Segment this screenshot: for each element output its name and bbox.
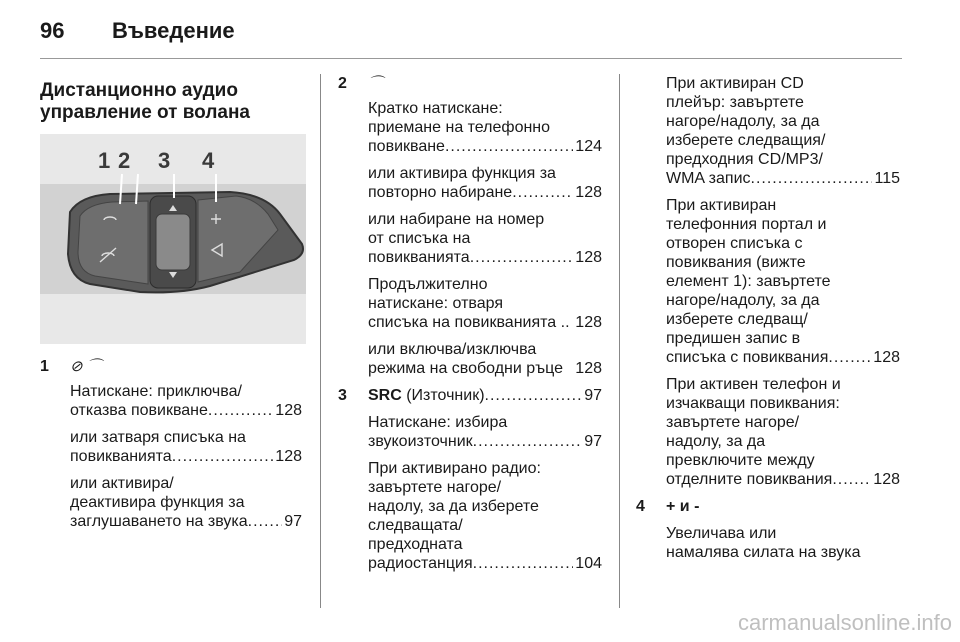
callout-2: 2	[118, 148, 131, 173]
callout-1: 1	[98, 148, 111, 173]
text-line: или набиране на номер	[368, 211, 545, 228]
column-2	[338, 74, 602, 581]
leader-line	[666, 169, 900, 188]
page-ref: 128	[575, 249, 602, 266]
text-line: предходния CD/MP3/	[666, 151, 823, 168]
text: повикване	[368, 138, 445, 155]
text: повикванията	[70, 448, 172, 465]
text-line: завъртете нагоре/	[368, 479, 502, 496]
left-buttons	[78, 201, 148, 284]
page-ref: 128	[575, 314, 602, 331]
item-4-number: 4	[636, 498, 645, 515]
item-1	[40, 357, 302, 531]
item-3-number: 3	[338, 387, 347, 404]
leader-line	[368, 359, 602, 378]
item-2-para-4	[368, 275, 602, 332]
leader-line	[70, 401, 302, 420]
leader-line	[70, 447, 302, 466]
src-label	[368, 386, 485, 405]
text-line: или затваря списъка на	[70, 429, 246, 446]
leader-line	[368, 183, 602, 202]
text-line: предишен запис в	[666, 330, 801, 347]
section-title-line-1: Дистанционно аудио	[40, 80, 238, 101]
text-line: предходната	[368, 536, 463, 553]
page-title: Въведение	[112, 18, 235, 43]
page-ref: 128	[873, 349, 900, 366]
text: звукоизточник	[368, 433, 473, 450]
item-3-para-2	[368, 459, 602, 573]
page-ref: 104	[575, 555, 602, 572]
text: отказва повикване	[70, 402, 208, 419]
item-2-para-1	[368, 99, 602, 156]
text-line: плейър: завъртете	[666, 94, 804, 111]
header-rule	[40, 58, 902, 59]
callout-3: 3	[158, 148, 171, 173]
text: радиостанция	[368, 555, 473, 572]
leader-line	[368, 313, 602, 332]
text-line: нагоре/надолу, за да	[666, 113, 820, 130]
text-line: елемент 1): завъртете	[666, 273, 831, 290]
src-key: SRC	[368, 387, 402, 404]
leader-line	[70, 512, 302, 531]
page-ref: 128	[873, 471, 900, 488]
text-line: При активиран CD	[666, 75, 804, 92]
text-line: Натискане: избира	[368, 414, 508, 431]
phone-portal-para	[666, 196, 900, 367]
text: повторно набиране	[368, 184, 513, 201]
text-line: телефонния портал и	[666, 216, 827, 233]
text-line: превключите между	[666, 452, 815, 469]
page-ref: 128	[275, 402, 302, 419]
text-line: приемане на телефонно	[368, 119, 551, 136]
item-2-para-2	[368, 164, 602, 202]
text-line: повиквания (вижте	[666, 254, 806, 271]
page-ref: 124	[575, 138, 602, 155]
text: списъка с повиквания	[666, 349, 829, 366]
text-line: от списъка на	[368, 230, 471, 247]
text-line: или включва/изключва	[368, 341, 537, 358]
page-number: 96	[40, 18, 65, 43]
page-ref: 115	[874, 170, 900, 187]
item-1-number: 1	[40, 358, 49, 375]
text-line: Увеличава или	[666, 525, 777, 542]
text: WMA запис	[666, 170, 751, 187]
text-line: завъртете нагоре/	[666, 414, 800, 431]
item-1-para-2	[70, 428, 302, 466]
item-2-para-3	[368, 210, 602, 267]
column-1	[40, 74, 302, 539]
item-2-number: 2	[338, 75, 347, 92]
page-ref: 97	[284, 513, 302, 530]
page-ref: 128	[575, 360, 602, 377]
text-line: При активиран	[666, 197, 777, 214]
text: заглушаването на звука	[70, 513, 248, 530]
section-title-line-2: управление от волана	[40, 102, 250, 123]
item-4-label: + и -	[666, 498, 700, 515]
text-line: Натискане: приключва/	[70, 383, 242, 400]
leader-line	[368, 432, 602, 451]
item-4-para-1	[666, 524, 900, 562]
item-3	[338, 386, 602, 573]
waiting-calls-para	[666, 375, 900, 489]
column-3-body	[636, 74, 900, 489]
watermark: carmanualsonline.info	[737, 610, 952, 635]
text-line: При активирано радио:	[368, 460, 541, 477]
phone-icon: ⌒	[368, 75, 384, 92]
text: повикванията	[368, 249, 470, 266]
page-ref: 128	[275, 448, 302, 465]
column-divider-1	[320, 74, 321, 608]
leader-line	[666, 348, 900, 367]
text-line: отворен списъка с	[666, 235, 803, 252]
leader-line	[368, 248, 602, 267]
text: списъка на повикванията ..	[368, 314, 570, 331]
text-line: или активира/	[70, 475, 174, 492]
item-1-para-3	[70, 474, 302, 531]
page-ref: 128	[575, 184, 602, 201]
text-line: деактивира функция за	[70, 494, 245, 511]
text-line: изберете следващия/	[666, 132, 826, 149]
leader-line	[368, 386, 602, 405]
leader-line	[368, 137, 602, 156]
text-line: нагоре/надолу, за да	[666, 292, 820, 309]
text-line: надолу, за да изберете	[368, 498, 539, 515]
text-line: Кратко натискане:	[368, 100, 503, 117]
page-ref: 97	[584, 387, 602, 404]
item-4	[636, 497, 900, 562]
text-line: изчакващи повиквания:	[666, 395, 840, 412]
item-3-heading	[368, 386, 602, 405]
page-header	[40, 18, 900, 48]
page-ref: 97	[584, 433, 602, 450]
item-2-para-5	[368, 340, 602, 378]
text-line: натискане: отваря	[368, 295, 503, 312]
text: режима на свободни ръце	[368, 360, 564, 377]
end-call-mute-icon: ⊘ ⌒	[70, 358, 102, 375]
thumbwheel-src	[156, 214, 190, 270]
src-text: (Източник)	[401, 387, 485, 404]
callout-4: 4	[202, 148, 215, 173]
text-line: следващата/	[368, 517, 463, 534]
text-line: намалява силата на звука	[666, 544, 861, 561]
leader-line	[368, 554, 602, 573]
text: отделните повиквания	[666, 471, 833, 488]
section-title	[40, 80, 302, 124]
column-3	[636, 74, 900, 570]
text-line: или активира функция за	[368, 165, 556, 182]
text-line: надолу, за да	[666, 433, 766, 450]
text-line: изберете следващ/	[666, 311, 808, 328]
text-line: При активен телефон и	[666, 376, 841, 393]
cd-para	[666, 74, 900, 188]
column-divider-2	[619, 74, 620, 608]
leader-line	[666, 470, 900, 489]
steering-wheel-controls-figure	[40, 134, 306, 344]
item-2	[338, 74, 602, 378]
item-1-para-1	[70, 382, 302, 420]
item-3-para-1	[368, 413, 602, 451]
text-line: Продължително	[368, 276, 488, 293]
